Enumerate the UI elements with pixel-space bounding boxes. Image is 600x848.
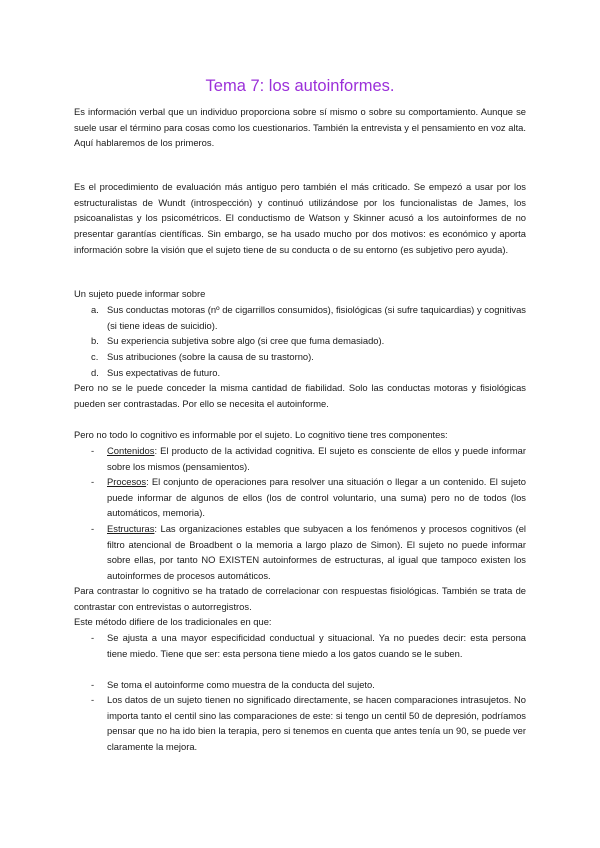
list-item bbox=[107, 443, 526, 474]
list-item bbox=[107, 521, 526, 584]
term-label: Procesos bbox=[107, 476, 147, 487]
contrast-paragraph: Para contrastar lo cognitivo se ha tratado de correlacionar con respuestas fisiológicas. También se trata de contrastar con entrevistas o autorregistros. bbox=[74, 585, 526, 612]
list-item: Sus conductas motoras (nº de cigarrillos consumidos), fisiológicas (si sufre taquicardias) y cognitivas (si tiene ideas de suicidio). bbox=[107, 304, 526, 331]
list-item: Se ajusta a una mayor especificidad conductual y situacional. Ya no puedes decir: esta persona tiene miedo. Tiene que ser: esta persona tiene miedo a los gatos cuando se le suben. bbox=[107, 632, 526, 659]
term-description: : Las organizaciones estables que subyacen a los fenómenos y procesos cognitivos (el filtro atencional de Broadbent o la memoria a largo plazo de Simon). El sujeto no puede informar sobre ellas, por tanto NO EXISTEN autoinformes de estructuras, al igual que tampoco existen los autoinformes de procesos automáticos. bbox=[107, 523, 526, 582]
bullet-dash: - bbox=[91, 523, 95, 534]
term-description: : El producto de la actividad cognitiva. El sujeto es consciente de ellos y puede informar sobre los mismos (pensamientos). bbox=[107, 445, 526, 472]
list-marker: d. bbox=[91, 367, 99, 378]
list-item: Sus expectativas de futuro. bbox=[107, 367, 221, 378]
term-description: : El conjunto de operaciones para resolver una situación o llegar a un contenido. El sujeto puede informar de algunos de ellos (los de control voluntario, una suma) pero no de todos (los automáticos, memoria). bbox=[107, 476, 526, 519]
bullet-dash: - bbox=[91, 632, 95, 643]
list-marker: c. bbox=[91, 351, 99, 362]
intro-paragraph: Es información verbal que un individuo proporciona sobre sí mismo o sobre su comportamiento. Aunque se suele usar el término para cosas como los cuestionarios. También la entrevista y el pensamiento en voz alta. Aquí hablaremos de los primeros. bbox=[74, 106, 526, 149]
list-intro: Un sujeto puede informar sobre bbox=[74, 288, 206, 299]
list-item: Sus atribuciones (sobre la causa de su trastorno). bbox=[107, 351, 314, 362]
list-marker: b. bbox=[91, 335, 99, 346]
term-label: Estructuras bbox=[107, 523, 155, 534]
bullet-dash: - bbox=[91, 679, 95, 690]
list-item: Los datos de un sujeto tienen no significado directamente, se hacen comparaciones intrasujetos. No importa tanto el centil sino las comparaciones de este: si tengo un centil 50 de depresión, podríamos pensar que no ha ido bien la terapia, pero si tenemos en cuenta que antes tenía un 90, se puede ver claramente la mejora. bbox=[107, 694, 526, 753]
method-intro: Este método difiere de los tradicionales en que: bbox=[74, 616, 272, 627]
bullet-dash: - bbox=[91, 476, 95, 487]
list-item bbox=[107, 474, 526, 521]
list-marker: a. bbox=[91, 304, 99, 315]
bullet-dash: - bbox=[91, 694, 95, 705]
term-label: Contenidos bbox=[107, 445, 155, 456]
page-title: Tema 7: los autoinformes. bbox=[205, 77, 395, 95]
history-paragraph: Es el procedimiento de evaluación más antiguo pero también el más criticado. Se empezó a usar por los estructuralistas de Wundt (introspección) y continuó utilizándose por los funcionalistas de James, los psicoanalistas y los psicométricos. El conductismo de Watson y Skinner acusó a los autoinformes de no presentar garantías científicas. Sin embargo, se ha usado mucho por dos motivos: es económico y aporta información sobre la visión que el sujeto tiene de su conducta o de su entorno (es subjetivo pero ayuda). bbox=[74, 181, 526, 255]
list-item: Se toma el autoinforme como muestra de la conducta del sujeto. bbox=[107, 679, 375, 690]
bullet-dash: - bbox=[91, 445, 95, 456]
reliability-paragraph: Pero no se le puede conceder la misma cantidad de fiabilidad. Solo las conductas motoras y fisiológicas pueden ser contrastadas. Por ello se necesita el autoinforme. bbox=[74, 382, 526, 409]
list-item: Su experiencia subjetiva sobre algo (si cree que fuma demasiado). bbox=[107, 335, 385, 346]
components-intro: Pero no todo lo cognitivo es informable por el sujeto. Lo cognitivo tiene tres componentes: bbox=[74, 429, 448, 440]
